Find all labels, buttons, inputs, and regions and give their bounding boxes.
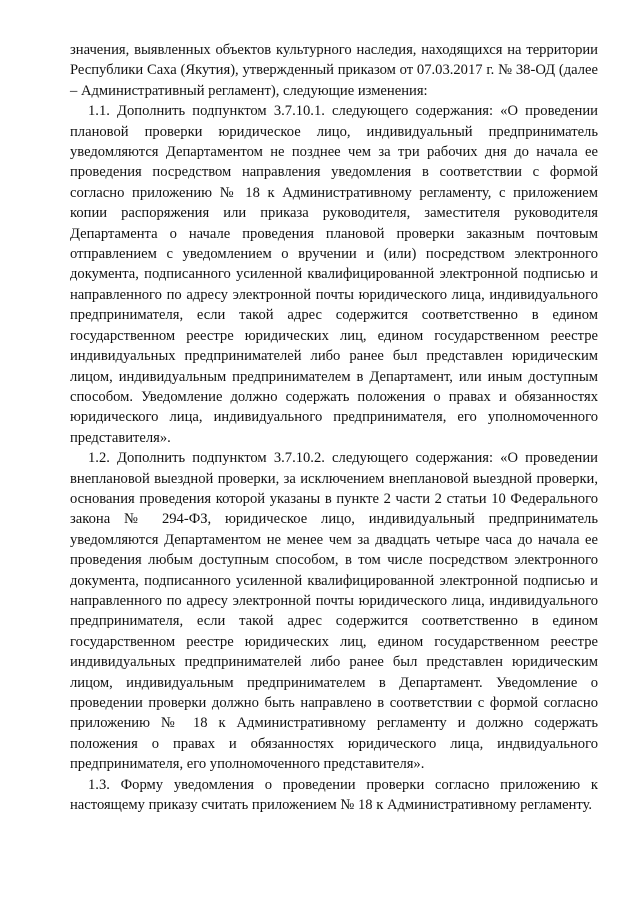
paragraph-intro-continuation: значения, выявленных объектов культурного наследия, находящихся на территории Республики Саха (Якутия), утвержденный приказом от 07.03.2017 г. № 38-ОД (далее – Административный регламент), следующие изменения: bbox=[70, 42, 598, 99]
paragraph-item-1-3: 1.3. Форму уведомления о проведении проверки согласно приложению к настоящему приказу считать приложением № 18 к Административному регламенту. bbox=[70, 776, 598, 814]
paragraph-item-1-2: 1.2. Дополнить подпунктом 3.7.10.2. следующего содержания: «О проведении внеплановой выездной проверки, за исключением внеплановой выездной проверки, основания проведения которой указаны в пункте 2 части 2 статьи 10 Федерального закона № 294-ФЗ, юридическое лицо, индивидуальный предприниматель уведомляются Департаментом не менее чем за двадцать четыре часа до начала ее проведения любым доступным способом, в том числе посредством электронного документа, подписанного усиленной квалифицированной электронной подписью и направленного по адресу электронной почты юридического лица, индивидуального предпринимателя, если такой адрес содержится соответственно в едином государственном реестре юридических лиц, едином государственном реестре индивидуальных предпринимателей либо ранее был представлен юридическим лицом, индивидуальным предпринимателем в Департамент. Уведомление о проведении проверки должно быть направлено в соответствии с формой согласно приложению № 18 к Административному регламенту и должно содержать положения о правах и обязанностях юридического лица, индвидуального предпринимателя, его уполномоченного представителя». bbox=[70, 450, 598, 773]
paragraph-item-1-1: 1.1. Дополнить подпунктом 3.7.10.1. следующего содержания: «О проведении плановой проверки юридическое лицо, индивидуальный предприниматель уведомляются Департаментом не позднее чем за три рабочих дня до начала ее проведения посредством направления уведомления в соответствии с формой согласно приложению № 18 к Административному регламенту, с приложением копии распоряжения или приказа руководителя, заместителя руководителя Департамента о начале проведения плановой проверки заказным почтовым отправлением с уведомлением о вручении и (или) посредством электронного документа, подписанного усиленной квалифицированной электронной подписью и направленного по адресу электронной почты юридического лица, индивидуального предпринимателя, если такой адрес содержится соответственно в едином государственном реестре юридических лиц, едином государственном реестре индивидуальных предпринимателей либо ранее был представлен юридическим лицом, индивидуальным предпринимателем в Департамент, или иным доступным способом. Уведомление должно содержать положения о правах и обязанностях юридического лица, индивидуального предпринимателя, его уполномоченного представителя». bbox=[70, 103, 598, 446]
document-page bbox=[70, 40, 598, 815]
